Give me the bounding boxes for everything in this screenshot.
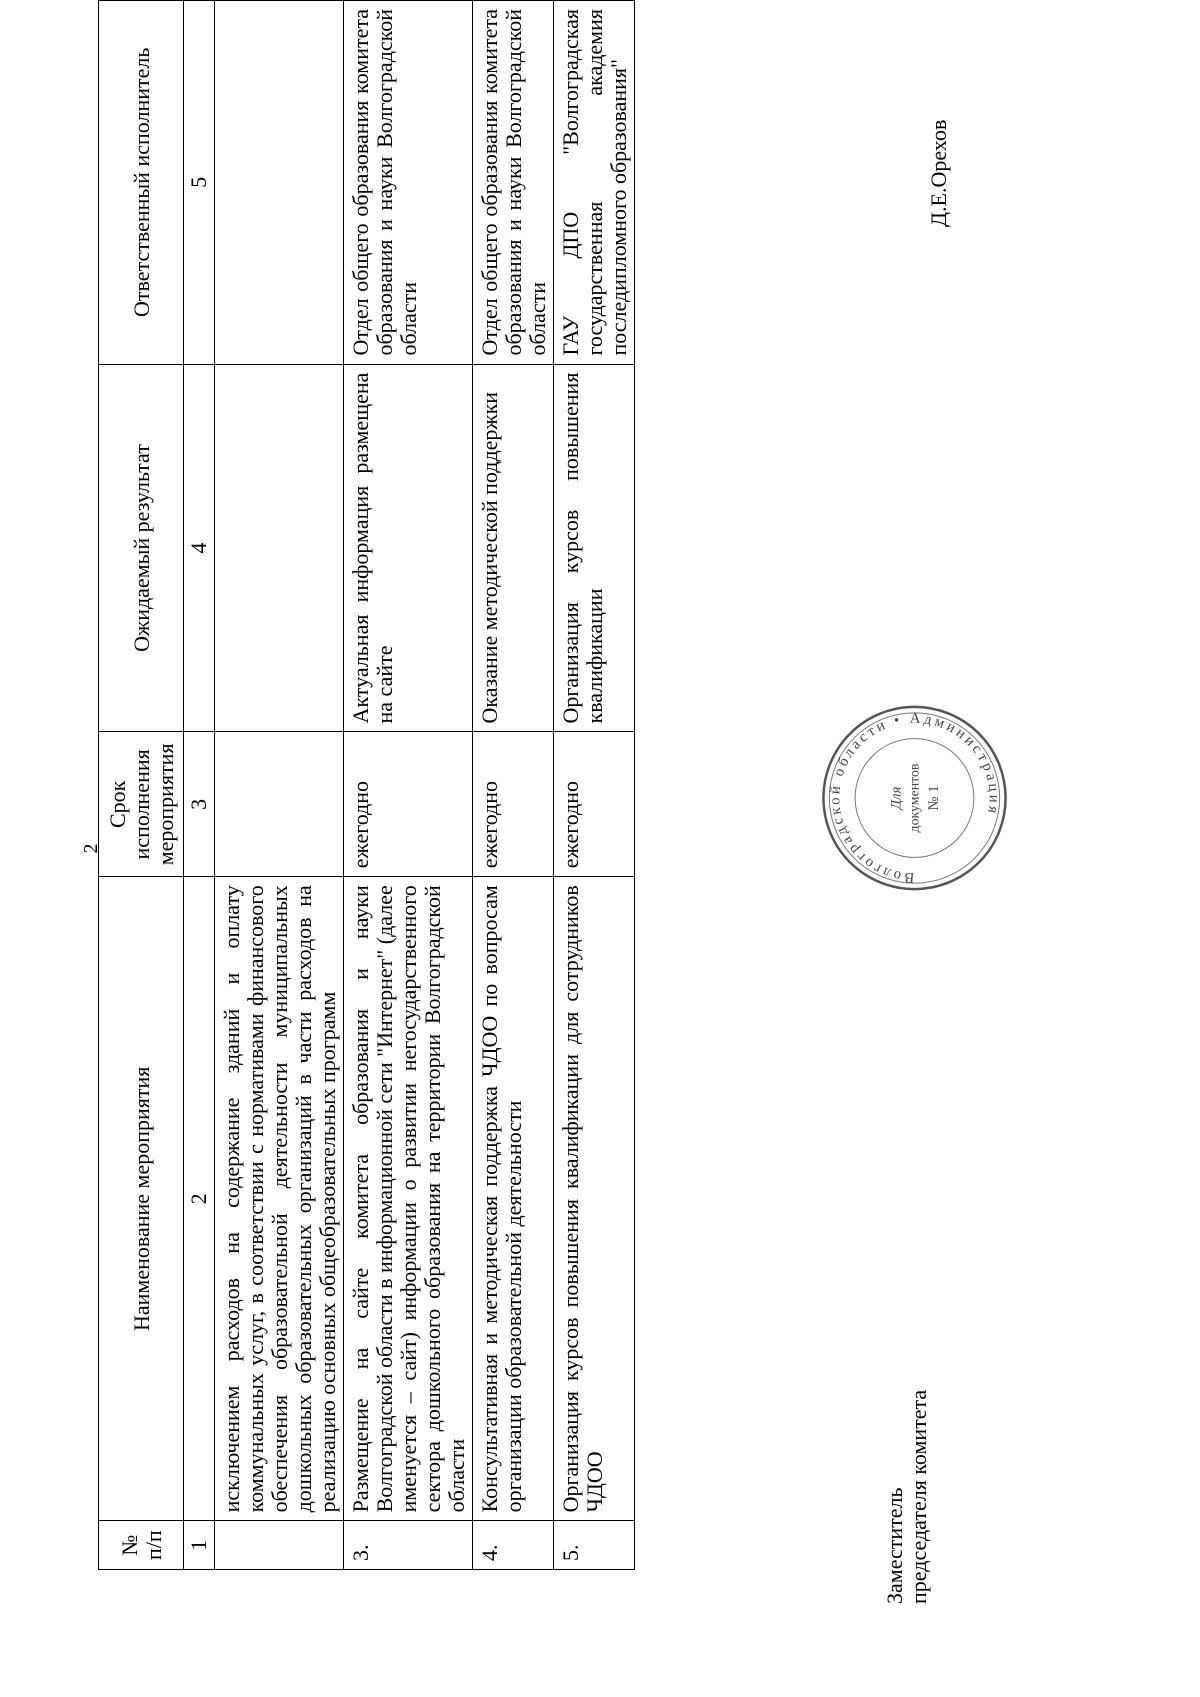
row-name: Консультативная и методическая поддержка ЧДОО по вопросам организации образовательной деятельности — [473, 877, 554, 1521]
row-executor: ГАУ ДПО "Волгоградская государственная академия последипломного образования" — [554, 1, 635, 365]
column-number: 3 — [184, 732, 215, 877]
official-stamp — [812, 699, 1017, 897]
stamp-center-text: документов — [906, 763, 922, 833]
row-executor — [215, 1, 344, 365]
row-executor: Отдел общего образования комитета образования и науки Волгоградской области — [344, 1, 473, 365]
stamp-center-text: Для — [888, 786, 905, 810]
row-num — [215, 1521, 344, 1570]
row-result: Организация курсов повышения квалификации — [554, 364, 635, 732]
row-name: Организация курсов повышения квалификации для сотрудников ЧДОО — [554, 877, 635, 1521]
row-name: Размещение на сайте комитета образования и науки Волгоградской области в информационной сети "Интернет" (далее именуется – сайт) информации о развитии негосударственного сектора дошкольного образования на территории Волгоградской области — [344, 877, 473, 1521]
column-number: 5 — [184, 1, 215, 365]
row-term: ежегодно — [473, 732, 554, 877]
header-result: Ожидаемый результат — [99, 364, 184, 732]
row-result: Актуальная информация размещена на сайте — [344, 364, 473, 732]
header-row — [99, 1, 184, 1570]
column-number: 1 — [184, 1521, 215, 1570]
activities-table — [98, 0, 635, 1570]
stamp-ring-text: Волгоградской области • Администрация — [827, 710, 1002, 886]
row-executor: Отдел общего образования комитета образования и науки Волгоградской области — [473, 1, 554, 365]
stamp-center-text: № 1 — [926, 785, 943, 811]
table-row — [554, 1, 635, 1570]
signature-position-line: Заместитель — [882, 1487, 907, 1604]
row-result: Оказание методической поддержки — [473, 364, 554, 732]
signature-position — [883, 1390, 931, 1604]
table-row — [215, 1, 344, 1570]
header-term: Срок исполнения мероприятия — [99, 732, 184, 877]
row-term: ежегодно — [554, 732, 635, 877]
header-name: Наименование мероприятия — [99, 877, 184, 1521]
row-name: исключением расходов на содержание зданий и оплату коммунальных услуг, в соответствии с нормативами финансового обеспечения образовательной деятельности муниципальных дошкольных образовательных организаций в части расходов на реализацию основных общеобразовательных программ — [215, 877, 344, 1521]
table-row — [473, 1, 554, 1570]
page-number: 2 — [80, 843, 102, 854]
row-num: 5. — [554, 1521, 635, 1570]
header-num: № п/п — [99, 1521, 184, 1570]
signature-position-line: председателя комитета — [906, 1389, 931, 1604]
row-num: 3. — [344, 1521, 473, 1570]
row-num: 4. — [473, 1521, 554, 1570]
column-number: 4 — [184, 364, 215, 732]
row-term — [215, 732, 344, 877]
row-result — [215, 364, 344, 732]
row-term: ежегодно — [344, 732, 473, 877]
header-executor: Ответственный исполнитель — [99, 1, 184, 365]
column-number: 2 — [184, 877, 215, 1521]
table-row — [344, 1, 473, 1570]
column-number-row — [184, 1, 215, 1570]
signature-name: Д.Е.Орехов — [926, 119, 951, 227]
